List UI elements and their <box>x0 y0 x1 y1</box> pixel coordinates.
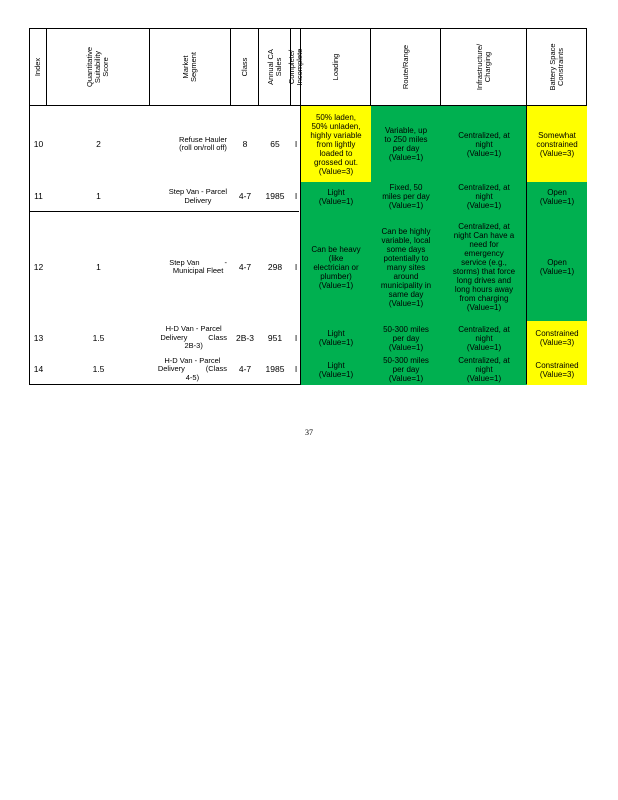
row-sales: 1985 <box>265 364 285 374</box>
row-segment: Step Van - Municipal Fleet <box>169 257 227 275</box>
header-score: Quantitative Suitability Score <box>47 29 150 105</box>
row-index: 12 <box>33 261 44 272</box>
row-loading: 50% laden, 50% unladen, highly variable from lightly loaded to grossed out. (Value=3) <box>310 112 362 176</box>
header-sales: Annual CA Sales <box>259 29 291 105</box>
row-class: 4-7 <box>238 261 252 272</box>
row-sales: 951 <box>267 332 283 343</box>
header-class: Class <box>231 29 259 105</box>
header-battery: Battery Space Constraints <box>548 43 565 91</box>
separator-index <box>46 29 47 105</box>
row-complete: I <box>294 138 298 149</box>
row-infra: Centralized, at night (Value=1) <box>458 130 510 158</box>
row-loading: Can be heavy (like electrician or plumber) (Value=1) <box>311 244 361 290</box>
row-score: 1.5 <box>92 332 105 343</box>
row-sales: 1985 <box>265 191 285 201</box>
row-battery: Constrained (Value=3) <box>535 360 579 379</box>
header-infra: Infrastructure/ Charging <box>441 29 527 105</box>
row-complete: I <box>294 332 298 343</box>
row-route: 50-300 miles per day (Value=1) <box>383 324 429 352</box>
header-route: Route/Range <box>371 29 441 105</box>
page-number: 37 <box>305 428 313 437</box>
row-route: 50-300 miles per day (Value=1) <box>383 356 429 383</box>
row-route: Variable, up to 250 miles per day (Value=1) <box>384 126 428 162</box>
row-sales: 65 <box>270 138 280 149</box>
header-loading: Loading <box>301 29 371 105</box>
row-score: 2 <box>96 138 101 149</box>
row-score: 1 <box>96 191 101 201</box>
row-index: 11 <box>34 191 43 201</box>
row-segment: H-D Van - Parcel Delivery Class 2B-3) <box>160 324 227 351</box>
row-score: 1 <box>96 261 101 272</box>
row-index: 13 <box>33 332 44 343</box>
row-battery: Somewhat constrained (Value=3) <box>536 130 578 158</box>
row-battery: Constrained (Value=3) <box>535 329 579 347</box>
row-index: 14 <box>33 364 44 374</box>
row-complete: I <box>294 364 298 374</box>
row-loading: Light (Value=1) <box>318 360 354 379</box>
row-class: 4-7 <box>238 364 252 374</box>
row-route: Fixed, 50 miles per day (Value=1) <box>382 183 430 210</box>
row-infra: Centralized, at night (Value=1) <box>458 183 510 210</box>
row-segment: Refuse Hauler (roll on/roll off) <box>179 134 227 152</box>
row-infra: Centralized, at night (Value=1) <box>458 324 510 352</box>
header-index: Index <box>30 29 47 105</box>
row-battery: Open (Value=1) <box>539 258 575 276</box>
row-route: Can be highly variable, local some days potentially to many sites around municipality in same day (Value=1) <box>380 226 432 308</box>
header-segment: Market Segment <box>150 29 231 105</box>
row-index: 10 <box>33 138 44 149</box>
row-loading: Light (Value=1) <box>318 329 354 347</box>
row-infra: Centralized, at night Can have a need for emergency service (e.g., storms) that force long drives and long hours away from charging (Value=1) <box>452 222 516 312</box>
data-table <box>29 28 587 385</box>
row-infra: Centralized, at night (Value=1) <box>458 356 510 383</box>
row-class: 8 <box>242 138 248 149</box>
row-battery: Open (Value=1) <box>539 187 575 206</box>
header-complete: Complete/ Incomplete <box>287 48 304 86</box>
row-segment: Step Van - Parcel Delivery <box>168 187 227 205</box>
row-loading: Light (Value=1) <box>318 187 354 206</box>
row-sales: 298 <box>267 261 283 272</box>
row-complete: I <box>294 191 298 201</box>
row-class: 4-7 <box>238 191 252 201</box>
row-score: 1.5 <box>92 364 105 374</box>
row-segment: H-D Van - Parcel Delivery (Class 4-5) <box>157 355 227 382</box>
row-complete: I <box>294 261 298 272</box>
row-class: 2B-3 <box>236 332 254 343</box>
